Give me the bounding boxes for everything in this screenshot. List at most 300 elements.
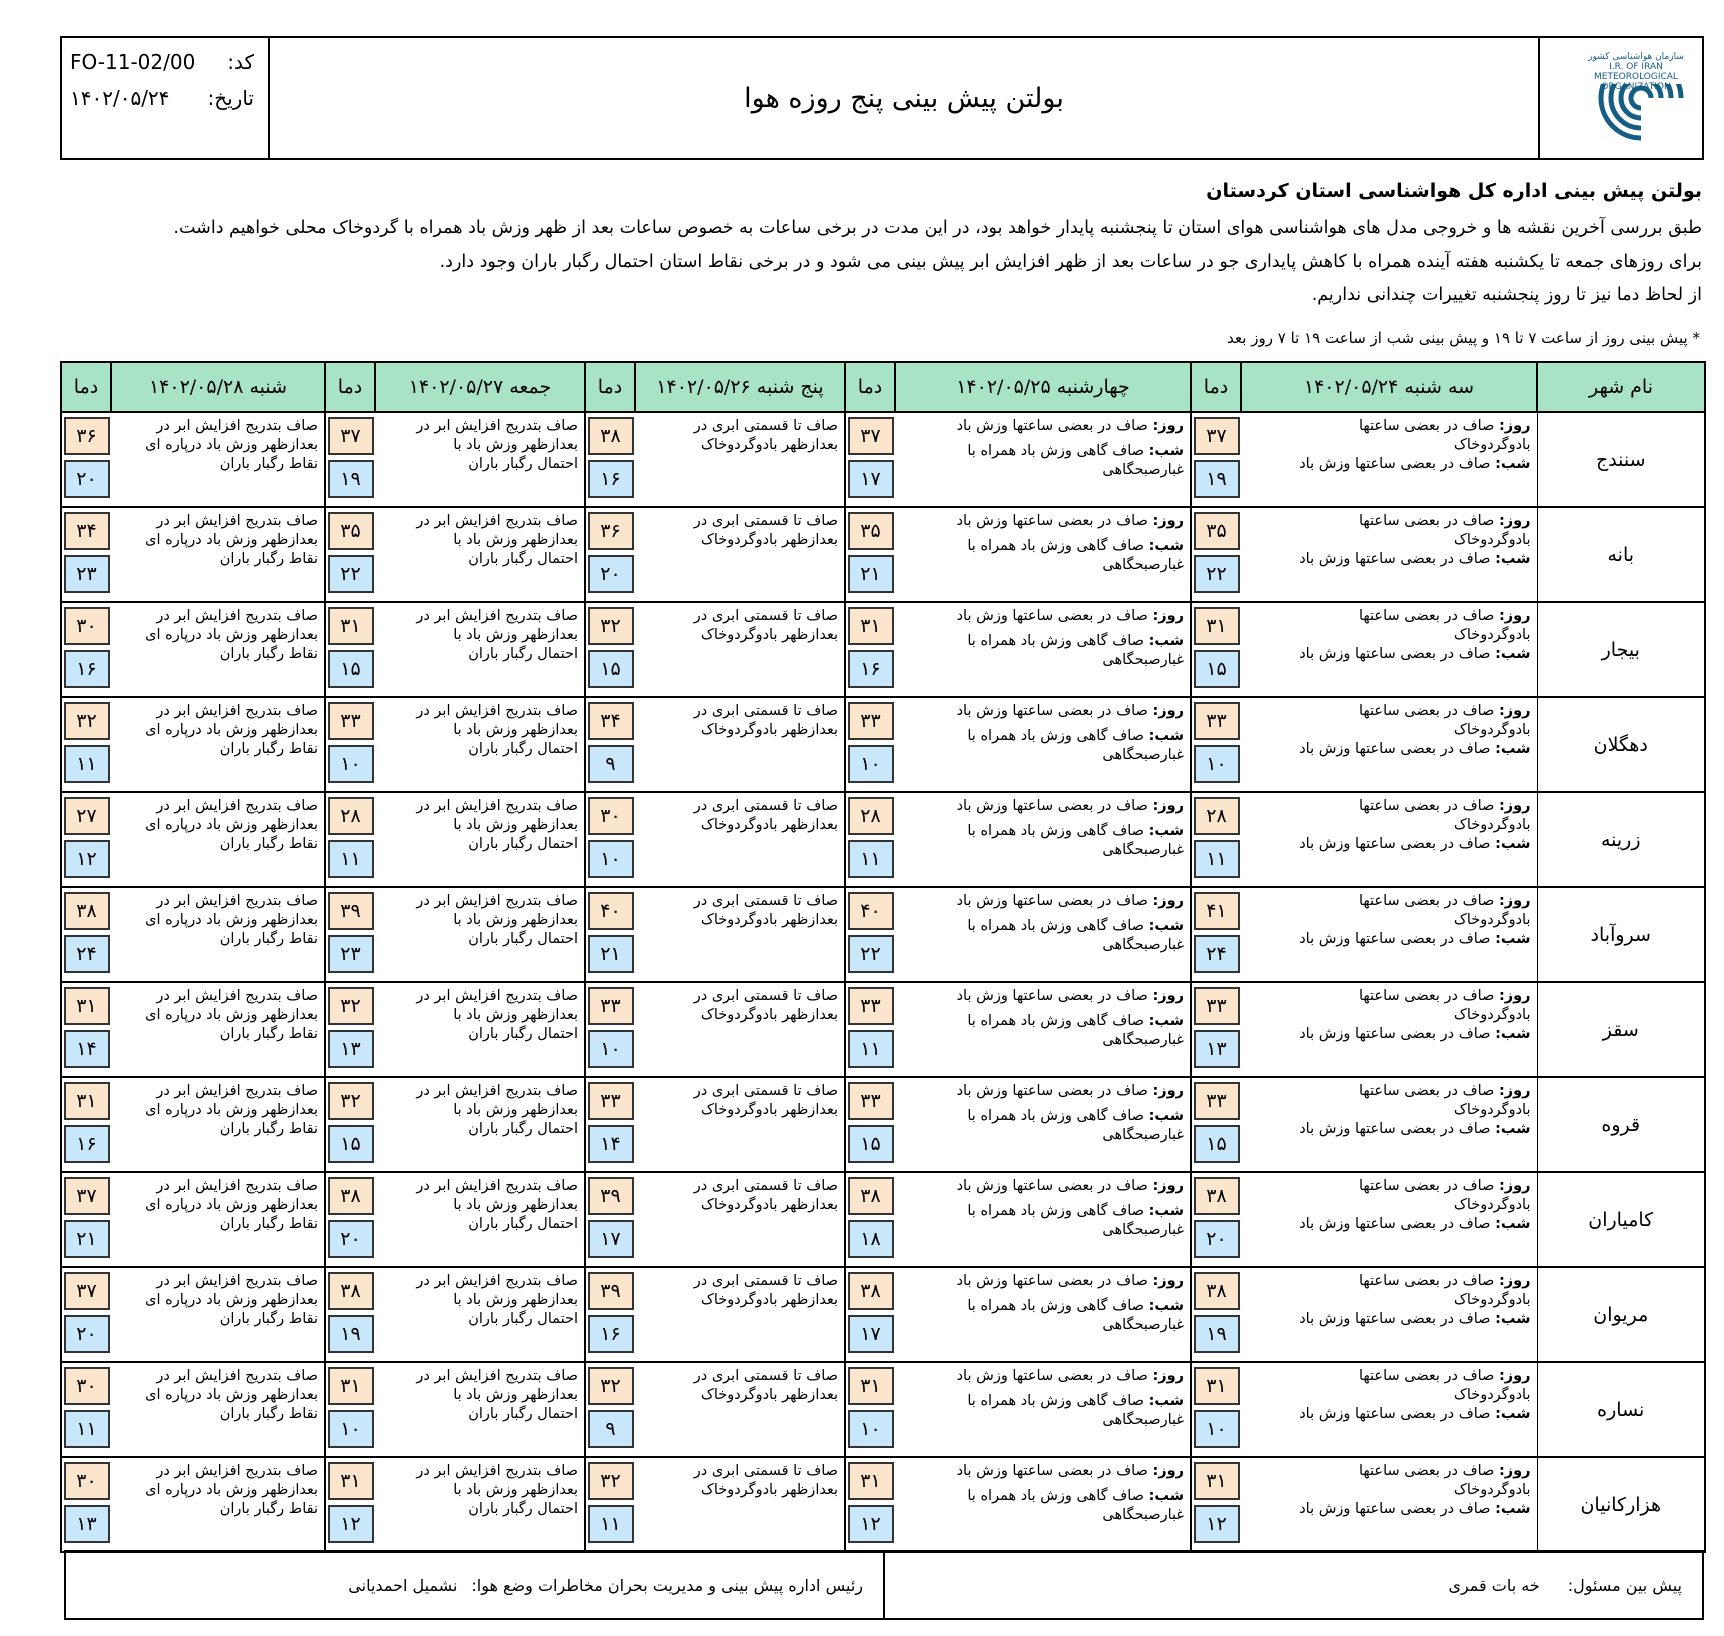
max-temperature: ۳۴ (64, 512, 110, 550)
forecast-line: احتمال رگبار باران (468, 1311, 578, 1327)
signature-footer (64, 1550, 1704, 1620)
forecast-description-day-4 (375, 602, 585, 697)
table-row (61, 1267, 1705, 1362)
forecast-description-day-3 (635, 1362, 845, 1457)
forecast-description-day-5 (111, 1267, 325, 1362)
min-temperature: ۲۲ (328, 555, 374, 593)
night-text: صاف در بعضی ساعتها وزش باد (1299, 741, 1491, 757)
intro-paragraph-3: از لحاظ دما نیز تا روز پنجشنبه تغییرات چندانی نداریم. (1311, 285, 1702, 305)
temperature-cell-day-5 (61, 1267, 111, 1362)
forecast-line: صاف تا قسمتی ابری در (693, 513, 838, 529)
forecast-description-day-2 (895, 982, 1191, 1077)
forecast-line: صاف بتدریج افزایش ابر در (156, 798, 318, 814)
min-temperature: ۱۰ (588, 840, 634, 878)
min-temperature: ۱۶ (588, 460, 634, 498)
forecast-line: نقاط رگبار باران (219, 931, 318, 947)
table-header-row (61, 362, 1705, 412)
forecast-line: صاف بتدریج افزایش ابر در (416, 1178, 578, 1194)
day-forecast-line (899, 1367, 1184, 1386)
night-forecast-line (899, 537, 1184, 556)
night-text: صاف گاهی وزش باد همراه با (967, 1488, 1144, 1504)
temperature-cell-day-1 (1191, 1077, 1241, 1172)
min-temperature: ۱۰ (328, 1410, 374, 1448)
day-text: صاف در بعضی ساعتها (1358, 798, 1495, 814)
day-text-cont: بادوگردوخاک (1453, 912, 1531, 928)
forecast-line: بعدازظهر وزش باد درپاره ای (145, 437, 318, 453)
department-head-block (66, 1552, 883, 1618)
night-text-cont: غبارصبحگاهی (1102, 1222, 1184, 1238)
min-temperature: ۱۶ (64, 650, 110, 688)
day-text: صاف در بعضی ساعتها وزش باد (956, 418, 1148, 434)
night-forecast-line (899, 727, 1184, 746)
max-temperature: ۳۲ (328, 987, 374, 1025)
night-text-cont: غبارصبحگاهی (1102, 462, 1184, 478)
day-label: روز: (1498, 1368, 1531, 1384)
day-forecast-line (1245, 417, 1531, 436)
day-forecast-line (1245, 512, 1531, 531)
day-text-cont: بادوگردوخاک (1453, 1102, 1531, 1118)
day-text: صاف در بعضی ساعتها وزش باد (956, 893, 1148, 909)
max-temperature: ۳۹ (588, 1177, 634, 1215)
max-temperature: ۳۷ (328, 417, 374, 455)
temperature-cell-day-2 (845, 412, 895, 507)
forecast-line: نقاط رگبار باران (219, 456, 318, 472)
max-temperature: ۴۰ (848, 892, 894, 930)
night-text-cont: غبارصبحگاهی (1102, 557, 1184, 573)
night-label: شب: (1495, 1026, 1531, 1042)
night-text-cont: غبارصبحگاهی (1102, 1317, 1184, 1333)
night-forecast-line (1245, 645, 1531, 664)
forecast-line: بعدازظهر وزش باد درپاره ای (145, 1007, 318, 1023)
max-temperature: ۳۸ (848, 1272, 894, 1310)
day-forecast-line (899, 607, 1184, 626)
night-forecast-line (1245, 1025, 1531, 1044)
min-temperature: ۱۰ (1194, 745, 1240, 783)
min-temperature: ۱۹ (1194, 1315, 1240, 1353)
forecast-description-day-3 (635, 697, 845, 792)
max-temperature: ۳۳ (588, 987, 634, 1025)
min-temperature: ۱۰ (848, 1410, 894, 1448)
max-temperature: ۲۷ (64, 797, 110, 835)
day-forecast-line (1245, 987, 1531, 1006)
max-temperature: ۳۲ (328, 1082, 374, 1120)
max-temperature: ۳۸ (1194, 1177, 1240, 1215)
forecast-line: نقاط رگبار باران (219, 1311, 318, 1327)
min-temperature: ۲۰ (588, 555, 634, 593)
forecast-line: بعدازظهر بادوگردوخاک (700, 1387, 838, 1403)
day-label: روز: (1152, 1178, 1184, 1194)
min-temperature: ۱۰ (588, 1030, 634, 1068)
forecast-line: صاف بتدریج افزایش ابر در (416, 988, 578, 1004)
day-forecast-line (1245, 892, 1531, 911)
forecast-description-day-5 (111, 982, 325, 1077)
temperature-cell-day-4 (325, 1077, 375, 1172)
table-row (61, 602, 1705, 697)
forecast-description-day-3 (635, 1172, 845, 1267)
city-name: قروه (1537, 1077, 1705, 1172)
day-text: صاف در بعضی ساعتها (1358, 608, 1495, 624)
forecast-line: بعدازظهر وزش باد درپاره ای (145, 1292, 318, 1308)
day-forecast-line (1245, 702, 1531, 721)
day-forecast-line (1245, 797, 1531, 816)
day-label: روز: (1498, 988, 1531, 1004)
min-temperature: ۲۰ (1194, 1220, 1240, 1258)
max-temperature: ۳۸ (64, 892, 110, 930)
temperature-cell-day-4 (325, 1457, 375, 1552)
forecast-line: صاف بتدریج افزایش ابر در (416, 893, 578, 909)
date-label: تاریخ: (207, 86, 254, 110)
forecast-line: صاف تا قسمتی ابری در (693, 893, 838, 909)
temperature-cell-day-5 (61, 412, 111, 507)
forecast-description-day-4 (375, 507, 585, 602)
forecast-line: صاف بتدریج افزایش ابر در (416, 1273, 578, 1289)
max-temperature: ۲۸ (328, 797, 374, 835)
forecaster-block (883, 1552, 1702, 1618)
night-forecast-line (1245, 740, 1531, 759)
temp-header-4: دما (325, 362, 375, 412)
forecaster-name: خه بات قمری (1448, 1575, 1540, 1595)
temperature-cell-day-1 (1191, 1172, 1241, 1267)
forecast-line: صاف تا قسمتی ابری در (693, 418, 838, 434)
forecast-line: صاف تا قسمتی ابری در (693, 988, 838, 1004)
night-forecast-line (1245, 1310, 1531, 1329)
max-temperature: ۳۵ (848, 512, 894, 550)
night-forecast-line (1245, 930, 1531, 949)
forecast-line: صاف بتدریج افزایش ابر در (156, 1368, 318, 1384)
day-text: صاف در بعضی ساعتها وزش باد (956, 608, 1148, 624)
day-label: روز: (1152, 798, 1184, 814)
day-forecast-line (1245, 1082, 1531, 1101)
logo-fa-text: سازمان هواشناسی کشور (1588, 52, 1684, 62)
logo-en-line-3: ORGANIZATION (1601, 82, 1671, 92)
forecast-line: صاف بتدریج افزایش ابر در (156, 1463, 318, 1479)
code-label: کد: (227, 50, 254, 74)
night-text: صاف گاهی وزش باد همراه با (967, 1203, 1144, 1219)
temperature-cell-day-2 (845, 602, 895, 697)
max-temperature: ۳۰ (588, 797, 634, 835)
night-text-cont: غبارصبحگاهی (1102, 652, 1184, 668)
table-row (61, 792, 1705, 887)
min-temperature: ۱۲ (64, 840, 110, 878)
night-forecast-line (1245, 1500, 1531, 1519)
temperature-cell-day-5 (61, 792, 111, 887)
night-label: شب: (1148, 1108, 1184, 1124)
forecast-line: بعدازظهر بادوگردوخاک (700, 1007, 838, 1023)
temperature-cell-day-1 (1191, 887, 1241, 982)
max-temperature: ۳۱ (1194, 607, 1240, 645)
temperature-cell-day-4 (325, 887, 375, 982)
max-temperature: ۳۹ (588, 1272, 634, 1310)
max-temperature: ۲۸ (1194, 797, 1240, 835)
max-temperature: ۳۸ (1194, 1272, 1240, 1310)
forecast-line: صاف تا قسمتی ابری در (693, 1083, 838, 1099)
max-temperature: ۴۱ (1194, 892, 1240, 930)
min-temperature: ۱۷ (848, 1315, 894, 1353)
table-row (61, 1077, 1705, 1172)
forecast-description-day-4 (375, 1457, 585, 1552)
forecast-line: بعدازظهر وزش باد درپاره ای (145, 1197, 318, 1213)
forecast-description-day-5 (111, 1172, 325, 1267)
forecast-line: صاف تا قسمتی ابری در (693, 1273, 838, 1289)
forecast-line: صاف بتدریج افزایش ابر در (156, 418, 318, 434)
day-text: صاف در بعضی ساعتها (1358, 1368, 1495, 1384)
temperature-cell-day-5 (61, 697, 111, 792)
forecast-line: بعدازظهر وزش باد با (453, 1102, 578, 1118)
night-label: شب: (1495, 1406, 1531, 1422)
forecast-line: نقاط رگبار باران (219, 1026, 318, 1042)
forecast-description-day-3 (635, 1077, 845, 1172)
forecast-line: احتمال رگبار باران (468, 1216, 578, 1232)
temperature-cell-day-1 (1191, 792, 1241, 887)
night-text-cont: غبارصبحگاهی (1102, 1412, 1184, 1428)
forecast-line: بعدازظهر وزش باد درپاره ای (145, 627, 318, 643)
night-forecast-line (1245, 1215, 1531, 1234)
temperature-cell-day-2 (845, 1077, 895, 1172)
night-forecast-line (1245, 455, 1531, 474)
day-forecast-line (899, 417, 1184, 436)
max-temperature: ۳۳ (588, 1082, 634, 1120)
city-name: بیجار (1537, 602, 1705, 697)
max-temperature: ۳۲ (588, 607, 634, 645)
forecast-line: بعدازظهر وزش باد درپاره ای (145, 722, 318, 738)
min-temperature: ۱۳ (64, 1505, 110, 1543)
min-temperature: ۲۱ (64, 1220, 110, 1258)
forecast-line: احتمال رگبار باران (468, 646, 578, 662)
temperature-cell-day-5 (61, 1172, 111, 1267)
forecast-line: بعدازظهر وزش باد با (453, 627, 578, 643)
forecast-description-day-1 (1241, 1267, 1537, 1362)
bulletin-header (60, 36, 1704, 160)
day-text: صاف در بعضی ساعتها وزش باد (956, 1273, 1148, 1289)
min-temperature: ۱۴ (588, 1125, 634, 1163)
min-temperature: ۱۱ (588, 1505, 634, 1543)
night-text: صاف گاهی وزش باد همراه با (967, 1393, 1144, 1409)
day-header-3: پنج شنبه ۱۴۰۲/۰۵/۲۶ (635, 362, 845, 412)
day-label: روز: (1152, 893, 1184, 909)
day-forecast-line (1245, 1177, 1531, 1196)
forecast-line: بعدازظهر وزش باد با (453, 912, 578, 928)
forecast-line: نقاط رگبار باران (219, 1406, 318, 1422)
night-label: شب: (1495, 1501, 1531, 1517)
forecast-description-day-1 (1241, 792, 1537, 887)
night-forecast-line (1245, 1405, 1531, 1424)
temperature-cell-day-2 (845, 1457, 895, 1552)
night-text: صاف در بعضی ساعتها وزش باد (1299, 1311, 1491, 1327)
max-temperature: ۳۱ (328, 1462, 374, 1500)
forecast-line: بعدازظهر بادوگردوخاک (700, 722, 838, 738)
day-text-cont: بادوگردوخاک (1453, 627, 1531, 643)
day-label: روز: (1498, 1178, 1531, 1194)
min-temperature: ۱۵ (328, 650, 374, 688)
night-label: شب: (1495, 741, 1531, 757)
forecast-line: احتمال رگبار باران (468, 1026, 578, 1042)
forecast-line: بعدازظهر وزش باد درپاره ای (145, 532, 318, 548)
night-label: شب: (1495, 836, 1531, 852)
forecast-description-day-5 (111, 697, 325, 792)
bulletin-heading: بولتن پیش بینی اداره کل هواشناسی استان کردستان (1206, 180, 1702, 202)
temperature-cell-day-4 (325, 602, 375, 697)
temperature-cell-day-3 (585, 507, 635, 602)
day-label: روز: (1152, 1463, 1184, 1479)
forecast-description-day-2 (895, 412, 1191, 507)
forecast-description-day-2 (895, 507, 1191, 602)
min-temperature: ۱۲ (848, 1505, 894, 1543)
night-text-cont: غبارصبحگاهی (1102, 842, 1184, 858)
day-text: صاف در بعضی ساعتها وزش باد (956, 513, 1148, 529)
night-forecast-line (1245, 550, 1531, 569)
forecast-description-day-2 (895, 1077, 1191, 1172)
forecast-line: صاف بتدریج افزایش ابر در (416, 1083, 578, 1099)
min-temperature: ۱۶ (64, 1125, 110, 1163)
night-label: شب: (1148, 1488, 1184, 1504)
night-text: صاف در بعضی ساعتها وزش باد (1299, 646, 1491, 662)
night-forecast-line (899, 1487, 1184, 1506)
min-temperature: ۱۵ (1194, 1125, 1240, 1163)
table-row (61, 982, 1705, 1077)
forecast-line: بعدازظهر وزش باد با (453, 437, 578, 453)
night-text-cont: غبارصبحگاهی (1102, 1032, 1184, 1048)
min-temperature: ۲۲ (1194, 555, 1240, 593)
day-label: روز: (1152, 988, 1184, 1004)
forecast-line: بعدازظهر وزش باد درپاره ای (145, 1102, 318, 1118)
forecast-description-day-1 (1241, 982, 1537, 1077)
table-row (61, 697, 1705, 792)
forecast-line: احتمال رگبار باران (468, 1406, 578, 1422)
min-temperature: ۱۱ (848, 840, 894, 878)
forecast-time-note: * پیش بینی روز از ساعت ۷ تا ۱۹ و پیش بینی شب از ساعت ۱۹ تا ۷ روز بعد (1227, 329, 1700, 347)
meteorological-organization-logo (1546, 46, 1696, 150)
temperature-cell-day-3 (585, 412, 635, 507)
logo-en-line-1: I.R. OF IRAN (1609, 62, 1663, 72)
day-text: صاف در بعضی ساعتها (1358, 513, 1495, 529)
city-name: سقز (1537, 982, 1705, 1077)
temperature-cell-day-1 (1191, 697, 1241, 792)
min-temperature: ۲۳ (328, 935, 374, 973)
day-header-2: چهارشنبه ۱۴۰۲/۰۵/۲۵ (895, 362, 1191, 412)
forecast-description-day-3 (635, 507, 845, 602)
night-label: شب: (1495, 1121, 1531, 1137)
forecast-description-day-2 (895, 1267, 1191, 1362)
night-label: شب: (1148, 1393, 1184, 1409)
forecast-line: بعدازظهر بادوگردوخاک (700, 1292, 838, 1308)
night-label: شب: (1495, 1311, 1531, 1327)
day-text: صاف در بعضی ساعتها (1358, 1083, 1495, 1099)
day-text: صاف در بعضی ساعتها وزش باد (956, 1368, 1148, 1384)
city-name: دهگلان (1537, 697, 1705, 792)
night-text-cont: غبارصبحگاهی (1102, 747, 1184, 763)
min-temperature: ۲۰ (64, 1315, 110, 1353)
forecast-description-day-5 (111, 792, 325, 887)
forecast-description-day-1 (1241, 602, 1537, 697)
forecast-description-day-3 (635, 887, 845, 982)
min-temperature: ۱۰ (1194, 1410, 1240, 1448)
max-temperature: ۳۷ (848, 417, 894, 455)
max-temperature: ۴۰ (588, 892, 634, 930)
min-temperature: ۱۵ (1194, 650, 1240, 688)
forecast-description-day-2 (895, 1457, 1191, 1552)
forecast-description-day-4 (375, 887, 585, 982)
day-text-cont: بادوگردوخاک (1453, 817, 1531, 833)
forecast-line: بعدازظهر وزش باد با (453, 722, 578, 738)
day-text: صاف در بعضی ساعتها (1358, 1273, 1495, 1289)
temperature-cell-day-1 (1191, 412, 1241, 507)
day-text-cont: بادوگردوخاک (1453, 1007, 1531, 1023)
table-row (61, 1362, 1705, 1457)
night-label: شب: (1148, 1013, 1184, 1029)
forecast-description-day-2 (895, 792, 1191, 887)
min-temperature: ۱۲ (328, 1505, 374, 1543)
min-temperature: ۱۵ (328, 1125, 374, 1163)
min-temperature: ۲۰ (328, 1220, 374, 1258)
max-temperature: ۳۸ (848, 1177, 894, 1215)
night-text: صاف در بعضی ساعتها وزش باد (1299, 551, 1491, 567)
day-forecast-line (1245, 607, 1531, 626)
forecast-description-day-5 (111, 1457, 325, 1552)
forecast-description-day-4 (375, 697, 585, 792)
temperature-cell-day-1 (1191, 1267, 1241, 1362)
max-temperature: ۳۸ (588, 417, 634, 455)
night-text: صاف گاهی وزش باد همراه با (967, 728, 1144, 744)
forecast-description-day-1 (1241, 1077, 1537, 1172)
forecast-line: بعدازظهر وزش باد درپاره ای (145, 912, 318, 928)
forecast-description-day-5 (111, 412, 325, 507)
temp-header-2: دما (845, 362, 895, 412)
city-name: زرینه (1537, 792, 1705, 887)
min-temperature: ۱۶ (848, 650, 894, 688)
forecast-description-day-4 (375, 1267, 585, 1362)
forecast-description-day-1 (1241, 887, 1537, 982)
forecast-line: نقاط رگبار باران (219, 646, 318, 662)
forecast-line: بعدازظهر وزش باد با (453, 1007, 578, 1023)
max-temperature: ۳۱ (64, 987, 110, 1025)
night-text-cont: غبارصبحگاهی (1102, 1507, 1184, 1523)
day-label: روز: (1152, 608, 1184, 624)
forecast-description-day-3 (635, 792, 845, 887)
min-temperature: ۱۹ (328, 460, 374, 498)
day-forecast-line (899, 1272, 1184, 1291)
night-text-cont: غبارصبحگاهی (1102, 937, 1184, 953)
night-text-cont: غبارصبحگاهی (1102, 1127, 1184, 1143)
temperature-cell-day-1 (1191, 1457, 1241, 1552)
forecast-description-day-2 (895, 602, 1191, 697)
table-row (61, 1172, 1705, 1267)
temperature-cell-day-3 (585, 602, 635, 697)
forecast-line: احتمال رگبار باران (468, 1501, 578, 1517)
max-temperature: ۳۰ (64, 1462, 110, 1500)
temperature-cell-day-4 (325, 697, 375, 792)
min-temperature: ۱۰ (328, 745, 374, 783)
min-temperature: ۱۲ (1194, 1505, 1240, 1543)
forecast-description-day-5 (111, 1362, 325, 1457)
forecast-description-day-4 (375, 1172, 585, 1267)
night-forecast-line (899, 1392, 1184, 1411)
min-temperature: ۱۵ (588, 650, 634, 688)
temperature-cell-day-4 (325, 1267, 375, 1362)
city-name: نساره (1537, 1362, 1705, 1457)
forecast-description-day-3 (635, 982, 845, 1077)
night-label: شب: (1148, 1298, 1184, 1314)
night-text: صاف در بعضی ساعتها وزش باد (1299, 836, 1491, 852)
min-temperature: ۱۳ (328, 1030, 374, 1068)
logo-text (1580, 52, 1692, 92)
min-temperature: ۱۱ (64, 1410, 110, 1448)
min-temperature: ۲۰ (64, 460, 110, 498)
max-temperature: ۳۶ (588, 512, 634, 550)
max-temperature: ۳۱ (64, 1082, 110, 1120)
forecast-description-day-1 (1241, 507, 1537, 602)
forecast-line: صاف تا قسمتی ابری در (693, 1368, 838, 1384)
night-forecast-line (899, 442, 1184, 461)
